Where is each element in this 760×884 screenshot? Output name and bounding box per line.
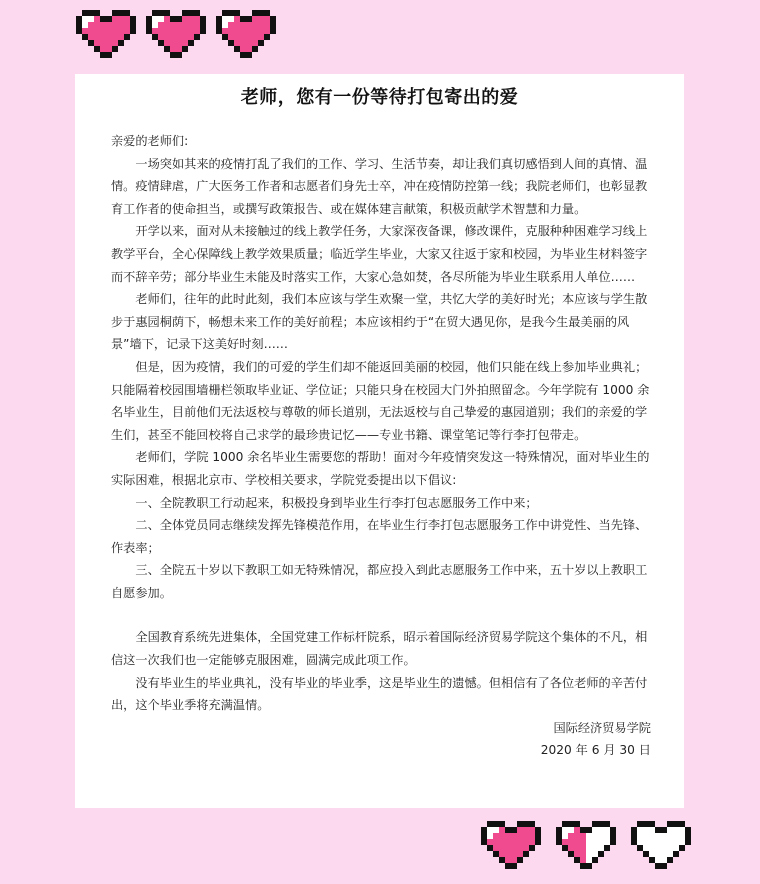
pixel-half-heart-icon [556,821,616,875]
proposal-item: 一、全院教职工行动起来，积极投身到毕业生行李打包志愿服务工作中来； [135,495,538,510]
spacer [111,604,651,626]
pixel-empty-heart-icon [631,821,691,875]
letter-title: 老师，您有一份等待打包寄出的爱 [240,87,519,108]
letter-card [75,74,684,808]
paragraph: 全国教育系统先进集体，全国党建工作标杆院系，昭示着国际经济贸易学院这个集体的不凡，相信这一次我们也一定能够克服困难，圆满完成此项工作。 [111,630,648,668]
letter-body [111,130,651,762]
date: 2020 年 6 月 30 日 [540,743,651,758]
paragraph: 老师们，往年的此时此刻，我们本应该与学生欢聚一堂，共忆大学的美好时光；本应该与学生散步于惠园桐荫下，畅想未来工作的美好前程；本应该相约于“在贸大遇见你，是我今生最美丽的风景”墙下，记录下这美好时刻…… [111,292,648,352]
paragraph: 但是，因为疫情，我们的可爱的学生们却不能返回美丽的校园，他们只能在线上参加毕业典礼；只能隔着校园围墙栅栏领取毕业证、学位证；只能只身在校园大门外拍照留念。今年学院有 1000 余名毕业生，目前他们无法返校与尊敬的师长道别，无法返校与自己挚爱的惠园道别；我们的亲爱的学生们，甚至不能回校将自己求学的最珍贵记忆——专业书籍、课堂笔记等行李打包带走。 [111,359,650,442]
salutation: 亲爱的老师们: [111,134,189,148]
decorative-hearts-bottom [481,821,691,875]
signature: 国际经济贸易学院 [553,720,651,735]
pixel-heart-icon [146,10,206,64]
paragraph: 开学以来，面对从未接触过的线上教学任务，大家深夜备课，修改课件，克服种种困难学习线上教学平台，全心保障线上教学效果质量；临近学生毕业，大家又往返于家和校园，为毕业生材料签字而不辞辛劳；部分毕业生未能及时落实工作，大家心急如焚，各尽所能为毕业生联系用人单位…… [111,224,648,284]
paragraph: 老师们，学院 1000 余名毕业生需要您的帮助！面对今年疫情突发这一特殊情况，面对毕业生的实际困难，根据北京市、学校相关要求，学院党委提出以下倡议: [111,450,650,487]
decorative-hearts-top [76,10,276,64]
proposal-item: 二、全体党员同志继续发挥先锋模范作用，在毕业生行李打包志愿服务工作中讲党性、当先锋、作表率； [111,518,648,555]
paragraph: 没有毕业生的毕业典礼，没有毕业的毕业季，这是毕业生的遗憾。但相信有了各位老师的辛苦付出，这个毕业季将充满温情。 [111,675,648,713]
pixel-heart-icon [481,821,541,875]
paragraph: 一场突如其来的疫情打乱了我们的工作、学习、生活节奏，却让我们真切感悟到人间的真情、温情。疫情肆虐，广大医务工作者和志愿者们身先士卒，冲在疫情防控第一线；我院老师们，也彰显教育工作者的使命担当，或撰写政策报告、或在媒体建言献策，积极贡献学术智慧和力量。 [111,156,648,216]
proposal-item: 三、全院五十岁以下教职工如无特殊情况，都应投入到此志愿服务工作中来，五十岁以上教职工自愿参加。 [111,563,648,600]
pixel-heart-icon [216,10,276,64]
pixel-heart-icon [76,10,136,64]
